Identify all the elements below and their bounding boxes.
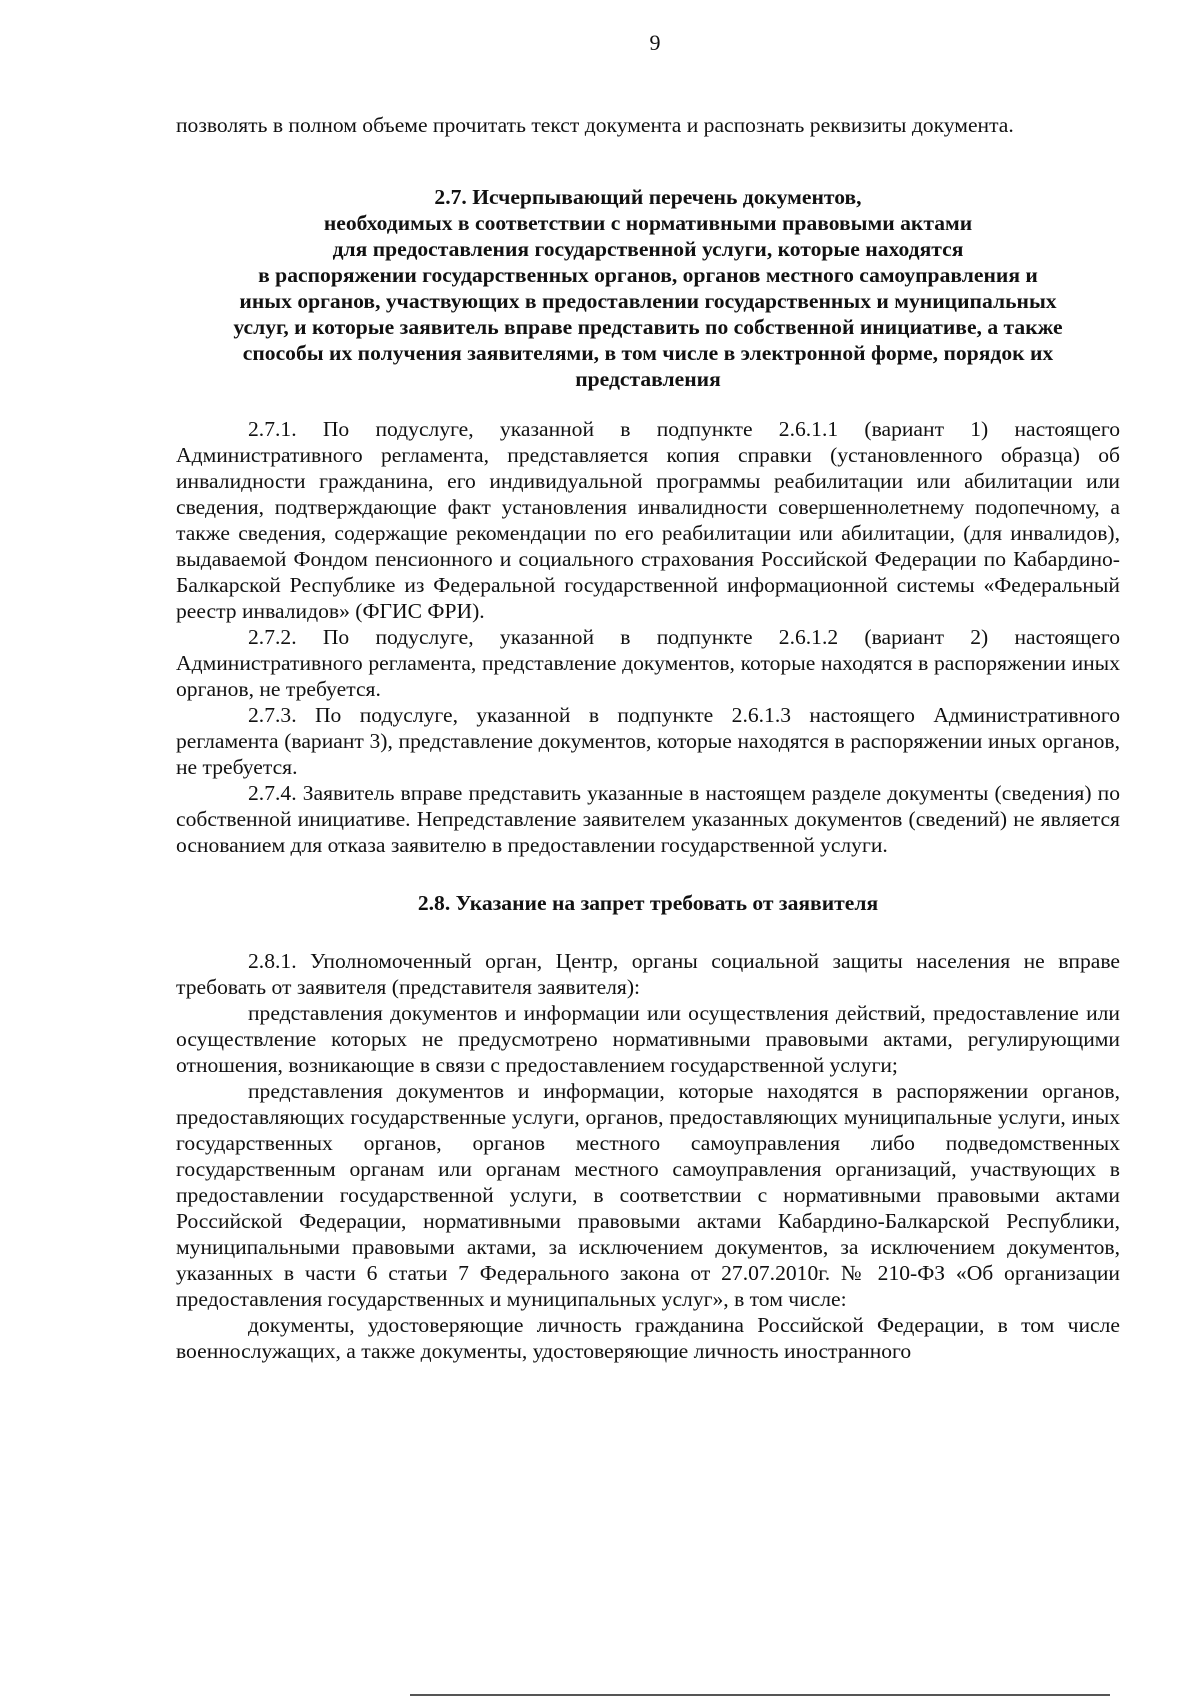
- paragraph-2-7-4: 2.7.4. Заявитель вправе представить указанные в настоящем разделе документы (сведения) по собственной инициативе. Непредставление заявителем указанных документов (сведений) не является основанием для отказа заявителю в предоставлении государственной услуги.: [176, 781, 1120, 857]
- paragraph-2-8-1: 2.8.1. Уполномоченный орган, Центр, органы социальной защиты населения не вправе требовать от заявителя (представителя заявителя):: [176, 949, 1120, 999]
- heading-line: для предоставления государственной услуги, которые находятся: [332, 237, 964, 261]
- heading-line: услуг, и которые заявитель вправе представить по собственной инициативе, а также: [233, 315, 1063, 339]
- heading-line: в распоряжении государственных органов, органов местного самоуправления и: [258, 263, 1038, 287]
- page-number: 9: [649, 30, 661, 55]
- section-2-8-heading: 2.8. Указание на запрет требовать от заявителя: [417, 891, 879, 915]
- paragraph-prohibition-2: представления документов и информации, которые находятся в распоряжении органов, предоставляющих государственные услуги, органов, предоставляющих муниципальные услуги, иных государственных органов, органов местного самоуправления либо подведомственных государственным органам или органам местного самоуправления организаций, участвующих в предоставлении государственной услуги, в соответствии с нормативными правовыми актами Российской Федерации, нормативными правовыми актами Кабардино-Балкарской Республики, муниципальными правовыми актами, за исключением документов, за исключением документов, указанных в части 6 статьи 7 Федерального закона от 27.07.2010г. № 210-ФЗ «Об организации предоставления государственных и муниципальных услуг», в том числе:: [176, 1079, 1120, 1311]
- paragraph-2-7-3: 2.7.3. По подуслуге, указанной в подпункте 2.6.1.3 настоящего Административного регламента (вариант 3), представление документов, которые находятся в распоряжении иных органов, не требуется.: [176, 703, 1120, 779]
- heading-line: 2.7. Исчерпывающий перечень документов,: [434, 185, 862, 209]
- paragraph-2-7-2: 2.7.2. По подуслуге, указанной в подпункте 2.6.1.2 (вариант 2) настоящего Административного регламента, представление документов, которые находятся в распоряжении иных органов, не требуется.: [176, 625, 1120, 701]
- intro-paragraph: позволять в полном объеме прочитать текст документа и распознать реквизиты документа.: [176, 113, 1014, 137]
- paragraph-prohibition-1: представления документов и информации или осуществления действий, предоставление или осуществление которых не предусмотрено нормативными правовыми актами, регулирующими отношения, возникающие в связи с предоставлением государственной услуги;: [176, 1001, 1120, 1077]
- heading-line: представления: [575, 367, 721, 391]
- document-body: [176, 112, 1120, 1364]
- heading-line: необходимых в соответствии с нормативными правовыми актами: [323, 211, 973, 235]
- heading-line: способы их получения заявителями, в том числе в электронной форме, порядок их: [242, 341, 1054, 365]
- heading-line: иных органов, участвующих в предоставлении государственных и муниципальных: [239, 289, 1057, 313]
- paragraph-identity-documents: документы, удостоверяющие личность гражданина Российской Федерации, в том числе военнослужащих, а также документы, удостоверяющие личность иностранного: [176, 1313, 1120, 1363]
- bottom-divider: [410, 1694, 1110, 1696]
- section-2-7-heading: [176, 184, 1120, 392]
- paragraph-2-7-1: 2.7.1. По подуслуге, указанной в подпункте 2.6.1.1 (вариант 1) настоящего Административного регламента, представляется копия справки (установленного образца) об инвалидности гражданина, его индивидуальной программы реабилитации или абилитации или сведения, подтверждающие факт установления инвалидности совершеннолетнему подопечному, а также сведения, содержащие рекомендации по его реабилитации или абилитации, (для инвалидов), выдаваемой Фондом пенсионного и социального страхования Российской Федерации по Кабардино-Балкарской Республике из Федеральной государственной информационной системы «Федеральный реестр инвалидов» (ФГИС ФРИ).: [176, 417, 1120, 623]
